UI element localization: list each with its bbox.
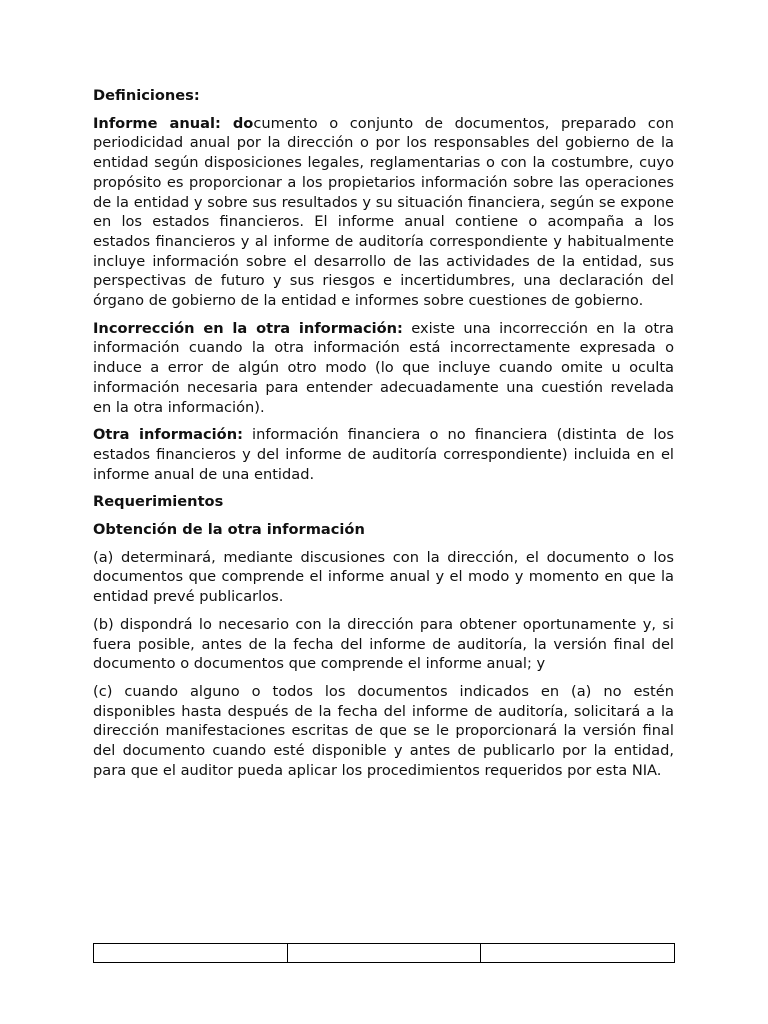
definition-text: información financiera o no financiera (distinta de los estados financieros y del informe de auditoría correspondiente) incluida en el informe anual de una entidad. [93, 426, 674, 483]
definition-text: existe una incorrección en la otra información cuando la otra información está incorrectamente expresada o induce a error de algún otro modo (lo que incluye cuando omite u oculta información necesaria para entender adecuadamente una cuestión revelada en la otra información). [93, 319, 674, 416]
document-body [93, 86, 674, 789]
footer-cell-2 [287, 944, 481, 963]
table-row [94, 944, 675, 963]
definition-otra-informacion [93, 425, 674, 484]
footer-cell-1 [94, 944, 288, 963]
definition-term: Incorrección en la otra información: [93, 319, 403, 337]
requirement-a: (a) determinará, mediante discusiones con la dirección, el documento o los documentos que comprende el informe anual y el modo y momento en que la entidad prevé publicarlos. [93, 548, 674, 606]
obtaining-info-heading: Obtención de la otra información [93, 521, 365, 539]
requirement-c: (c) cuando alguno o todos los documentos indicados en (a) no estén disponibles hasta después de la fecha del informe de auditoría, solicitará a la dirección manifestaciones escritas de que se le proporcionará la versión final del documento cuando esté disponible y antes de publicarlo por la entidad, para que el auditor pueda aplicar los procedimientos requeridos por esta NIA. [93, 682, 674, 779]
footer-cell-3 [481, 944, 675, 963]
footer-table [93, 943, 675, 963]
definitions-heading: Definiciones: [93, 87, 200, 104]
requirements-heading: Requerimientos [93, 493, 224, 511]
definition-text: cumento o conjunto de documentos, preparado con periodicidad anual por la dirección o por los responsables del gobierno de la entidad según disposiciones legales, reglamentarias o con la costumbre, cuyo propósito es proporcionar a los propietarios información sobre las operaciones de la entidad y sobre sus resultados y su situación financiera, según se expone en los estados financieros. El informe anual contiene o acompaña a los estados financieros y al informe de auditoría correspondiente y habitualmente incluye información sobre el desarrollo de las actividades de la entidad, sus perspectivas de futuro y sus riesgos e incertidumbres, una declaración del órgano de gobierno de la entidad e informes sobre cuestiones de gobierno. [93, 114, 674, 310]
requirement-b: (b) dispondrá lo necesario con la dirección para obtener oportunamente y, si fuera posible, antes de la fecha del informe de auditoría, la versión final del documento o documentos que comprende el informe anual; y [93, 615, 674, 673]
definition-term: Otra información: [93, 426, 243, 444]
definition-incorreccion [93, 319, 674, 418]
definition-informe-anual [93, 114, 674, 311]
definition-term: Informe anual: do [93, 114, 254, 132]
